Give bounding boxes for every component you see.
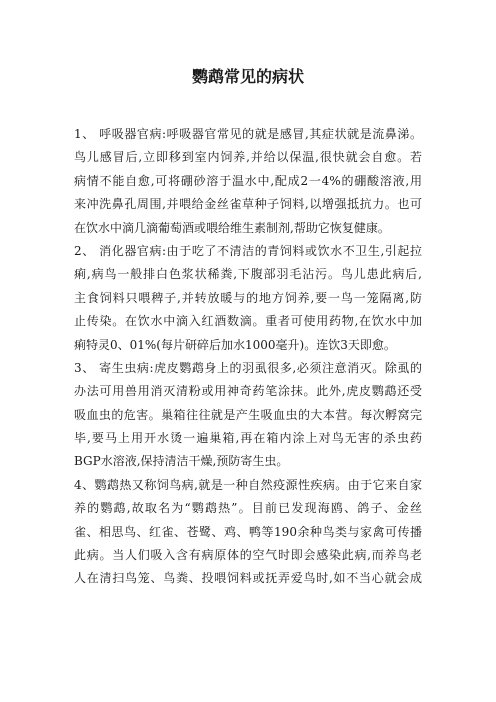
body-line: 办法可用兽用消灭清粉或用神奇药笔涂抹。此外,虎皮鹦鹉还受 <box>74 384 422 399</box>
body-line: 主食饲料只喂稗子,并转放暖与的地方饲养,要一鸟一笼隔离,防 <box>74 290 422 305</box>
body-line: 此病。当人们吸入含有病原体的空气时即会感染此病,而养鸟老 <box>74 548 422 563</box>
body-line: 止传染。在饮水中滴入红酒数滴。重者可使用药物,在饮水中加 <box>74 314 422 329</box>
body-line: 来冲洗鼻孔周围,并喂给金丝雀草种子饲料,以增强抵抗力。也可 <box>74 197 422 212</box>
body-line: 3、 寄生虫病:虎皮鹦鹉身上的羽虱很多,必须注意消灭。除虱的 <box>74 360 422 375</box>
body-line: 痢特灵0、01%(每片研碎后加水1000毫升)。连饮3天即愈。 <box>74 337 396 352</box>
body-line: 吸血虫的危害。巢箱往往就是产生吸血虫的大本营。每次孵窝完 <box>74 407 422 422</box>
body-line: 雀、相思鸟、红雀、苍鹭、鸡、鸭等190余种鸟类与家禽可传播 <box>74 524 422 539</box>
document-body <box>74 123 422 591</box>
body-line: 养的鹦鹉,故取名为“鹦鹉热”。目前已发现海鸥、鸽子、金丝 <box>74 501 422 516</box>
body-line: 痢,病鸟一般排白色浆状稀粪,下腹部羽毛沾污。鸟儿患此病后, <box>74 267 422 282</box>
body-line: 病情不能自愈,可将硼砂溶于温水中,配成2一4%的硼酸溶液,用 <box>74 173 422 188</box>
body-line: 人在清扫鸟笼、鸟粪、投喂饲料或抚弄爱鸟时,如不当心就会成 <box>74 571 422 586</box>
body-line: 在饮水中滴几滴葡萄酒或喂给维生素制剂,帮助它恢复健康。 <box>74 220 390 235</box>
body-line: 4、鹦鹉热又称饲鸟病,就是一种自然疫源性疾病。由于它来自家 <box>74 477 422 492</box>
body-line: 1、 呼吸器官病:呼吸器官常见的就是感冒,其症状就是流鼻涕。 <box>74 127 422 141</box>
body-line: 2、 消化器官病:由于吃了不清洁的青饲料或饮水不卫生,引起拉 <box>74 243 422 258</box>
body-line: 鸟儿感冒后,立即移到室内饲养,并给以保温,很快就会自愈。若 <box>74 150 422 165</box>
document-title: 鹦鹉常见的病状 <box>191 67 304 86</box>
body-line: BGP水溶液,保持清洁干燥,预防寄生虫。 <box>74 454 289 469</box>
body-line: 毕,要马上用开水烫一遍巢箱,再在箱内涂上对鸟无害的杀虫药 <box>74 431 422 446</box>
